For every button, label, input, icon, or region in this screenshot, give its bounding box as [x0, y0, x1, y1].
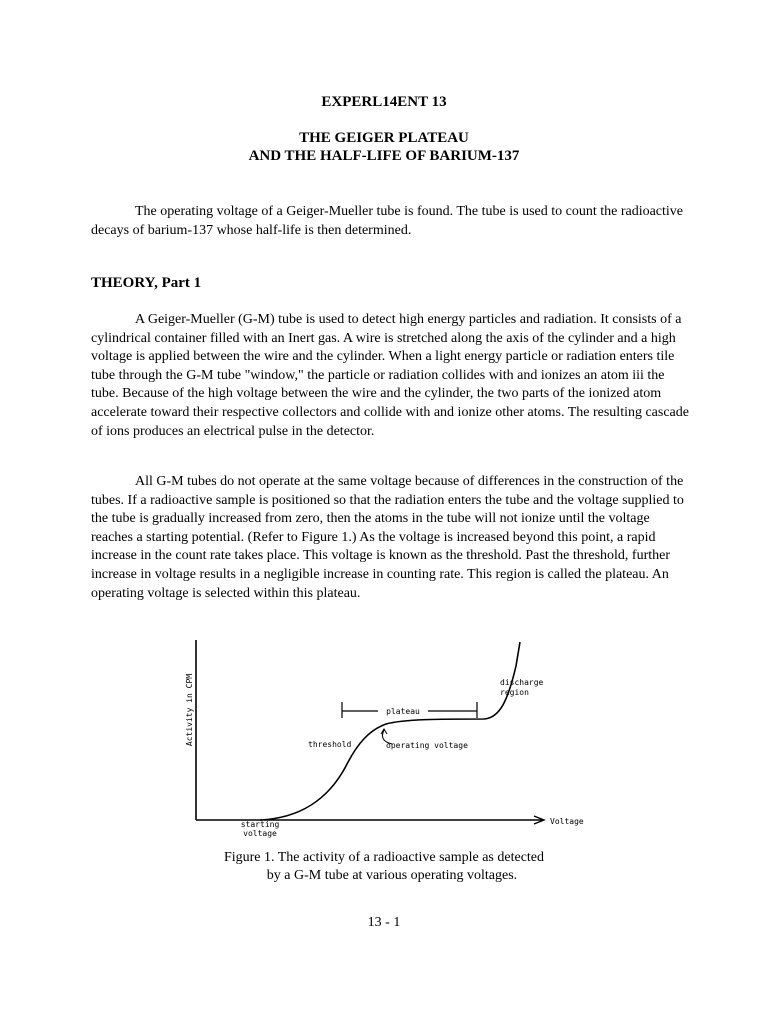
discharge-label-line-2: region: [500, 688, 529, 697]
subtitle-line-2: AND THE HALF-LIFE OF BARIUM-137: [248, 148, 520, 164]
discharge-label-line-1: discharge: [500, 678, 544, 687]
x-axis-label: Voltage: [550, 817, 584, 826]
threshold-label: threshold: [308, 740, 352, 749]
intro-paragraph: The operating voltage of a Geiger-Mueller tube is found. The tube is used to count the radioactive decays of barium-137 whose half-life is then determined.: [91, 204, 684, 238]
experiment-title: EXPERL14ENT 13: [321, 94, 447, 110]
page-number: 13 - 1: [367, 915, 401, 930]
theory-paragraph-2: All G-M tubes do not operate at the same voltage because of differences in the construction of the tubes. If a radioactive sample is positioned so that the radiation enters the tube and the voltage supplied to the tube is gradually increased from zero, then the atoms in the tube will not ionize until the voltage reaches a starting potential. (Refer to Figure 1.) As the voltage is increased beyond this point, a rapid increase in the count rate takes place. This voltage is known as the threshold. Past the threshold, further increase in voltage results in a negligible increase in counting rate. This region is called the plateau. An operating voltage is selected within this plateau.: [91, 474, 684, 601]
plateau-label: plateau: [386, 707, 420, 716]
plateau-curve: [260, 642, 520, 820]
theory-paragraph-1: A Geiger-Mueller (G-M) tube is used to detect high energy particles and radiation. It consists of a cylindrical container filled with an Inert gas. A wire is stretched along the axis of the cylinder and a high voltage is applied between the wire and the cylinder. When a light energy particle or radiation enters tile tube through the G-M tube "window," the particle or radiation collides with and ionizes an atom iii the tube. Because of the high voltage between the wire and the cylinder, the two parts of the ionized atom accelerate toward their respective collectors and collide with and ionize other atoms. The resulting cascade of ions produces an electrical pulse in the detector.: [91, 312, 689, 439]
figure-1-graph: [178, 628, 600, 848]
figure-caption-line-1: Figure 1. The activity of a radioactive sample as detected: [223, 850, 545, 865]
starting-voltage-label-line-1: starting: [240, 820, 280, 829]
y-axis-label: Activity in CPM: [185, 673, 194, 747]
operating-voltage-label: operating voltage: [386, 741, 468, 750]
starting-voltage-label-line-2: voltage: [243, 829, 277, 838]
subtitle-line-1: THE GEIGER PLATEAU: [299, 130, 469, 146]
figure-caption-line-2: by a G-M tube at various operating voltages.: [266, 868, 518, 883]
theory-heading: THEORY, Part 1: [91, 275, 202, 291]
operating-voltage-arrowhead: [381, 729, 387, 734]
